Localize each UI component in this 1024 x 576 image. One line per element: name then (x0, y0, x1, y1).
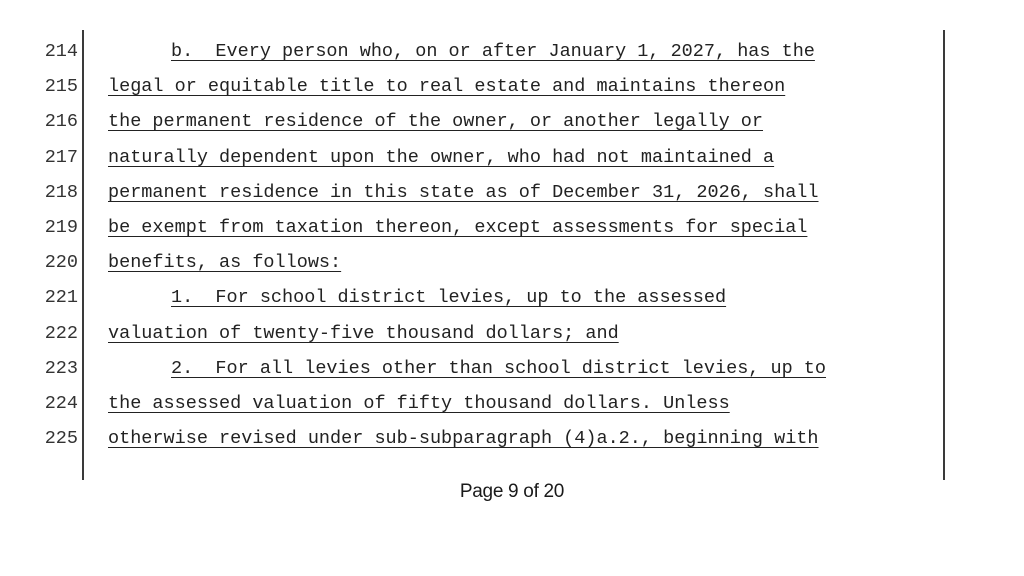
text-line (108, 387, 908, 422)
underlined-text: the permanent residence of the owner, or another legally or (108, 111, 764, 133)
underlined-text: valuation of twenty-five thousand dollars; and (108, 322, 619, 344)
underlined-text: benefits, as follows: (108, 252, 342, 274)
text-line (108, 317, 908, 352)
line-number: 225 (44, 428, 78, 450)
underlined-text: the assessed valuation of fifty thousand dollars. Unless (108, 392, 730, 414)
line-number: 216 (44, 111, 78, 133)
text-line (108, 211, 908, 246)
text-line (108, 35, 908, 70)
right-margin-rule (943, 30, 945, 480)
left-margin-rule (82, 30, 84, 480)
underlined-text: b. Every person who, on or after January 1, 2027, has the (171, 41, 815, 62)
line-number: 223 (44, 357, 78, 379)
text-line (108, 246, 908, 281)
underlined-text: otherwise revised under sub-subparagraph (4)a.2., beginning with (108, 428, 819, 450)
underlined-text: permanent residence in this state as of December 31, 2026, shall (108, 181, 819, 203)
underlined-text: be exempt from taxation thereon, except assessments for special (108, 216, 808, 238)
text-line (108, 141, 908, 176)
page-number-footer: Page 9 of 20 (459, 481, 565, 502)
underlined-text: naturally dependent upon the owner, who had not maintained a (108, 146, 775, 168)
text-line (108, 176, 908, 211)
line-numbers-column (0, 35, 78, 457)
line-number: 218 (44, 181, 78, 203)
line-number: 222 (44, 322, 78, 344)
text-line (108, 281, 908, 316)
line-number: 217 (44, 146, 78, 168)
underlined-text: legal or equitable title to real estate and maintains thereon (108, 76, 786, 98)
line-number: 221 (44, 287, 78, 309)
document-body (108, 35, 908, 457)
underlined-text: 2. For all levies other than school district levies, up to (171, 357, 827, 379)
underlined-text: 1. For school district levies, up to the assessed (171, 287, 727, 309)
line-number: 219 (44, 216, 78, 238)
text-line (108, 422, 908, 457)
line-number: 220 (44, 252, 78, 274)
line-number: 214 (44, 41, 78, 62)
line-number: 224 (44, 392, 78, 414)
text-line (108, 70, 908, 105)
line-number: 215 (44, 76, 78, 98)
text-line (108, 105, 908, 140)
text-line (108, 352, 908, 387)
